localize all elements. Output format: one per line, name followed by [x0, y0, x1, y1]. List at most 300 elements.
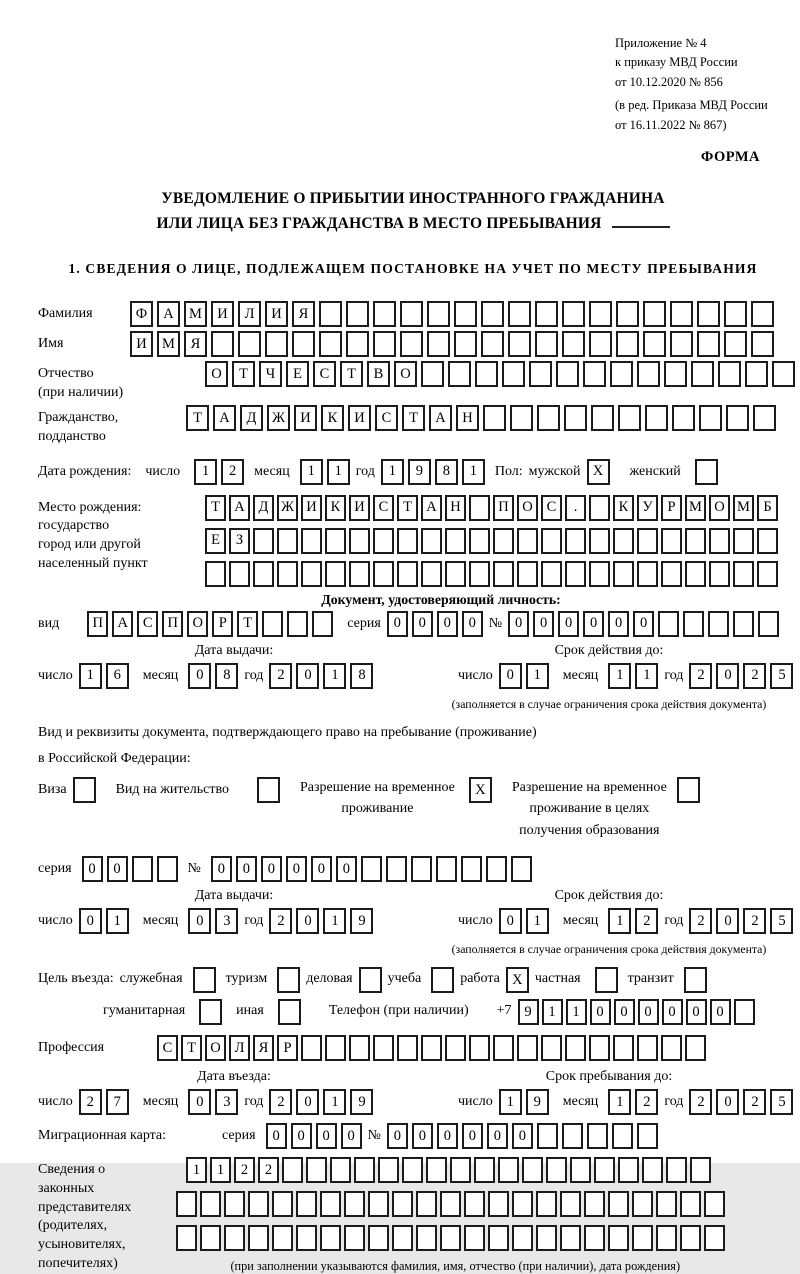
char-box[interactable]: 2 — [635, 1089, 658, 1115]
char-box[interactable]: 1 — [323, 908, 346, 934]
char-box[interactable]: Т — [205, 495, 226, 521]
char-box[interactable] — [637, 528, 658, 554]
citizenship-input[interactable] — [186, 405, 776, 431]
char-box[interactable]: 0 — [508, 611, 529, 637]
char-box[interactable]: Д — [253, 495, 274, 521]
char-box[interactable] — [595, 967, 618, 993]
char-box[interactable]: Т — [340, 361, 363, 387]
doc-issue-year-input[interactable] — [269, 663, 373, 689]
char-box[interactable] — [608, 1191, 629, 1217]
char-box[interactable]: 0 — [638, 999, 659, 1025]
char-box[interactable] — [591, 405, 614, 431]
char-box[interactable] — [488, 1225, 509, 1251]
char-box[interactable] — [632, 1225, 653, 1251]
char-box[interactable]: О — [187, 611, 208, 637]
char-box[interactable]: Т — [186, 405, 209, 431]
legal-rep-line3-input[interactable] — [176, 1225, 725, 1251]
char-box[interactable]: 0 — [82, 856, 103, 882]
doc-kind-input[interactable] — [87, 611, 333, 637]
char-box[interactable] — [726, 405, 749, 431]
char-box[interactable]: 2 — [221, 459, 244, 485]
char-box[interactable]: 1 — [542, 999, 563, 1025]
char-box[interactable] — [344, 1191, 365, 1217]
char-box[interactable]: Н — [445, 495, 466, 521]
char-box[interactable]: 0 — [211, 856, 232, 882]
char-box[interactable] — [637, 1035, 658, 1061]
char-box[interactable] — [488, 1191, 509, 1217]
char-box[interactable] — [565, 528, 586, 554]
char-box[interactable]: Л — [238, 301, 261, 327]
char-box[interactable] — [753, 405, 776, 431]
char-box[interactable]: 1 — [323, 663, 346, 689]
char-box[interactable] — [253, 528, 274, 554]
char-box[interactable]: 0 — [462, 1123, 483, 1149]
char-box[interactable]: 1 — [499, 1089, 522, 1115]
char-box[interactable]: 0 — [462, 611, 483, 637]
char-box[interactable]: 2 — [689, 663, 712, 689]
char-box[interactable] — [248, 1225, 269, 1251]
char-box[interactable] — [612, 1123, 633, 1149]
char-box[interactable]: К — [321, 405, 344, 431]
char-box[interactable] — [535, 301, 558, 327]
char-box[interactable]: 0 — [311, 856, 332, 882]
char-box[interactable]: 0 — [608, 611, 629, 637]
doc-expiry-month-input[interactable] — [608, 663, 658, 689]
char-box[interactable]: 0 — [412, 1123, 433, 1149]
char-box[interactable] — [278, 999, 301, 1025]
char-box[interactable]: 9 — [518, 999, 539, 1025]
char-box[interactable]: 0 — [387, 611, 408, 637]
char-box[interactable]: А — [157, 301, 180, 327]
char-box[interactable] — [176, 1191, 197, 1217]
char-box[interactable] — [517, 561, 538, 587]
char-box[interactable]: О — [205, 361, 228, 387]
char-box[interactable] — [211, 331, 234, 357]
doc-issue-month-input[interactable] — [188, 663, 238, 689]
char-box[interactable] — [445, 528, 466, 554]
char-box[interactable] — [618, 1157, 639, 1183]
char-box[interactable]: 0 — [296, 1089, 319, 1115]
char-box[interactable] — [440, 1191, 461, 1217]
patronymic-input[interactable] — [205, 361, 795, 387]
char-box[interactable] — [287, 611, 308, 637]
char-box[interactable]: 1 — [186, 1157, 207, 1183]
residence-expiry-day-input[interactable] — [499, 908, 549, 934]
char-box[interactable]: 0 — [662, 999, 683, 1025]
char-box[interactable] — [411, 856, 432, 882]
char-box[interactable]: А — [229, 495, 250, 521]
char-box[interactable] — [661, 561, 682, 587]
char-box[interactable] — [373, 561, 394, 587]
char-box[interactable] — [421, 361, 444, 387]
char-box[interactable] — [257, 777, 280, 803]
residence-permit-checkbox[interactable] — [257, 777, 280, 803]
char-box[interactable] — [373, 331, 396, 357]
char-box[interactable] — [157, 856, 178, 882]
firstname-input[interactable] — [130, 331, 774, 357]
char-box[interactable]: К — [613, 495, 634, 521]
char-box[interactable]: 0 — [558, 611, 579, 637]
char-box[interactable] — [200, 1225, 221, 1251]
char-box[interactable] — [475, 361, 498, 387]
char-box[interactable] — [643, 331, 666, 357]
char-box[interactable] — [464, 1225, 485, 1251]
char-box[interactable]: Т — [402, 405, 425, 431]
char-box[interactable]: М — [733, 495, 754, 521]
char-box[interactable]: И — [211, 301, 234, 327]
char-box[interactable] — [541, 528, 562, 554]
char-box[interactable]: В — [367, 361, 390, 387]
char-box[interactable]: Д — [240, 405, 263, 431]
char-box[interactable] — [562, 331, 585, 357]
char-box[interactable] — [560, 1191, 581, 1217]
char-box[interactable] — [718, 361, 741, 387]
doc-expiry-day-input[interactable] — [499, 663, 549, 689]
char-box[interactable] — [584, 1191, 605, 1217]
char-box[interactable] — [610, 361, 633, 387]
char-box[interactable]: 2 — [689, 908, 712, 934]
char-box[interactable] — [589, 528, 610, 554]
char-box[interactable] — [450, 1157, 471, 1183]
birth-place-line3-input[interactable] — [205, 561, 778, 587]
char-box[interactable] — [613, 561, 634, 587]
char-box[interactable] — [301, 561, 322, 587]
char-box[interactable] — [378, 1157, 399, 1183]
char-box[interactable] — [292, 331, 315, 357]
char-box[interactable] — [427, 331, 450, 357]
entry-day-input[interactable] — [79, 1089, 129, 1115]
char-box[interactable]: Р — [661, 495, 682, 521]
char-box[interactable] — [319, 301, 342, 327]
char-box[interactable] — [697, 331, 720, 357]
purpose-business-checkbox[interactable] — [359, 967, 382, 993]
char-box[interactable] — [656, 1225, 677, 1251]
char-box[interactable]: Я — [184, 331, 207, 357]
char-box[interactable] — [724, 331, 747, 357]
doc-series-input[interactable] — [387, 611, 483, 637]
phone-input[interactable] — [518, 999, 755, 1025]
char-box[interactable] — [656, 1191, 677, 1217]
char-box[interactable] — [589, 495, 610, 521]
profession-input[interactable] — [157, 1035, 706, 1061]
char-box[interactable] — [589, 331, 612, 357]
char-box[interactable]: 0 — [412, 611, 433, 637]
char-box[interactable]: А — [421, 495, 442, 521]
char-box[interactable] — [469, 1035, 490, 1061]
char-box[interactable] — [200, 1191, 221, 1217]
char-box[interactable]: С — [375, 405, 398, 431]
char-box[interactable] — [493, 528, 514, 554]
migration-number-input[interactable] — [387, 1123, 658, 1149]
char-box[interactable] — [272, 1225, 293, 1251]
sex-male-checkbox[interactable] — [587, 459, 610, 485]
char-box[interactable]: 2 — [743, 663, 766, 689]
char-box[interactable] — [709, 561, 730, 587]
residence-issue-year-input[interactable] — [269, 908, 373, 934]
sex-female-checkbox[interactable] — [695, 459, 718, 485]
char-box[interactable] — [248, 1191, 269, 1217]
char-box[interactable]: М — [184, 301, 207, 327]
char-box[interactable] — [265, 331, 288, 357]
char-box[interactable] — [690, 1157, 711, 1183]
char-box[interactable] — [498, 1157, 519, 1183]
char-box[interactable] — [594, 1157, 615, 1183]
char-box[interactable]: 0 — [716, 663, 739, 689]
char-box[interactable] — [642, 1157, 663, 1183]
char-box[interactable] — [733, 561, 754, 587]
char-box[interactable] — [517, 1035, 538, 1061]
char-box[interactable]: О — [709, 495, 730, 521]
char-box[interactable] — [354, 1157, 375, 1183]
char-box[interactable] — [616, 301, 639, 327]
birth-place-line2-input[interactable] — [205, 528, 778, 554]
char-box[interactable] — [512, 1225, 533, 1251]
char-box[interactable] — [541, 561, 562, 587]
char-box[interactable] — [704, 1225, 725, 1251]
char-box[interactable] — [704, 1191, 725, 1217]
char-box[interactable]: 1 — [608, 908, 631, 934]
char-box[interactable]: И — [349, 495, 370, 521]
char-box[interactable]: 0 — [188, 663, 211, 689]
char-box[interactable] — [537, 405, 560, 431]
char-box[interactable] — [277, 967, 300, 993]
char-box[interactable] — [637, 561, 658, 587]
char-box[interactable] — [397, 561, 418, 587]
char-box[interactable]: 2 — [689, 1089, 712, 1115]
char-box[interactable] — [346, 331, 369, 357]
char-box[interactable] — [445, 561, 466, 587]
char-box[interactable] — [680, 1191, 701, 1217]
char-box[interactable] — [481, 301, 504, 327]
char-box[interactable]: 2 — [635, 908, 658, 934]
char-box[interactable] — [421, 1035, 442, 1061]
char-box[interactable] — [565, 561, 586, 587]
char-box[interactable] — [751, 301, 774, 327]
char-box[interactable] — [684, 967, 707, 993]
doc-issue-day-input[interactable] — [79, 663, 129, 689]
char-box[interactable]: 0 — [188, 1089, 211, 1115]
char-box[interactable] — [426, 1157, 447, 1183]
char-box[interactable] — [361, 856, 382, 882]
char-box[interactable]: 0 — [261, 856, 282, 882]
purpose-transit-checkbox[interactable] — [684, 967, 707, 993]
char-box[interactable] — [320, 1191, 341, 1217]
char-box[interactable]: 0 — [316, 1123, 337, 1149]
char-box[interactable] — [176, 1225, 197, 1251]
char-box[interactable] — [296, 1191, 317, 1217]
char-box[interactable] — [469, 561, 490, 587]
char-box[interactable]: С — [541, 495, 562, 521]
char-box[interactable]: 0 — [590, 999, 611, 1025]
char-box[interactable]: М — [685, 495, 706, 521]
char-box[interactable]: 1 — [194, 459, 217, 485]
char-box[interactable] — [431, 967, 454, 993]
char-box[interactable]: 0 — [236, 856, 257, 882]
char-box[interactable]: 9 — [350, 1089, 373, 1115]
char-box[interactable]: 0 — [286, 856, 307, 882]
char-box[interactable] — [511, 856, 532, 882]
char-box[interactable] — [205, 561, 226, 587]
char-box[interactable]: 9 — [408, 459, 431, 485]
char-box[interactable]: 0 — [716, 1089, 739, 1115]
char-box[interactable] — [73, 777, 96, 803]
stay-day-input[interactable] — [499, 1089, 549, 1115]
char-box[interactable] — [344, 1225, 365, 1251]
char-box[interactable]: Е — [286, 361, 309, 387]
char-box[interactable]: 0 — [583, 611, 604, 637]
char-box[interactable] — [436, 856, 457, 882]
char-box[interactable] — [427, 301, 450, 327]
purpose-tourism-checkbox[interactable] — [277, 967, 300, 993]
purpose-other-checkbox[interactable] — [278, 999, 301, 1025]
char-box[interactable] — [392, 1225, 413, 1251]
char-box[interactable] — [616, 331, 639, 357]
char-box[interactable]: X — [587, 459, 610, 485]
char-box[interactable] — [645, 405, 668, 431]
char-box[interactable]: И — [348, 405, 371, 431]
char-box[interactable] — [392, 1191, 413, 1217]
char-box[interactable] — [224, 1225, 245, 1251]
char-box[interactable] — [570, 1157, 591, 1183]
char-box[interactable] — [661, 1035, 682, 1061]
char-box[interactable]: 0 — [512, 1123, 533, 1149]
char-box[interactable] — [708, 611, 729, 637]
char-box[interactable] — [493, 1035, 514, 1061]
char-box[interactable]: О — [205, 1035, 226, 1061]
char-box[interactable] — [368, 1225, 389, 1251]
char-box[interactable]: 0 — [437, 611, 458, 637]
char-box[interactable]: 0 — [79, 908, 102, 934]
char-box[interactable]: Т — [397, 495, 418, 521]
temp-residence-checkbox[interactable] — [469, 777, 492, 803]
char-box[interactable]: Ж — [267, 405, 290, 431]
char-box[interactable]: 1 — [323, 1089, 346, 1115]
char-box[interactable] — [658, 611, 679, 637]
char-box[interactable] — [368, 1191, 389, 1217]
char-box[interactable] — [493, 561, 514, 587]
legal-rep-line2-input[interactable] — [176, 1191, 725, 1217]
char-box[interactable] — [757, 528, 778, 554]
char-box[interactable] — [132, 856, 153, 882]
char-box[interactable] — [272, 1191, 293, 1217]
char-box[interactable] — [608, 1225, 629, 1251]
char-box[interactable] — [745, 361, 768, 387]
char-box[interactable] — [461, 856, 482, 882]
char-box[interactable]: О — [394, 361, 417, 387]
char-box[interactable]: И — [301, 495, 322, 521]
char-box[interactable]: Е — [205, 528, 226, 554]
residence-issue-month-input[interactable] — [188, 908, 238, 934]
char-box[interactable]: Б — [757, 495, 778, 521]
residence-series-input[interactable] — [82, 856, 178, 882]
birth-place-line1-input[interactable] — [205, 495, 778, 521]
char-box[interactable] — [565, 1035, 586, 1061]
char-box[interactable]: . — [565, 495, 586, 521]
char-box[interactable]: К — [325, 495, 346, 521]
char-box[interactable] — [757, 561, 778, 587]
char-box[interactable]: Р — [212, 611, 233, 637]
char-box[interactable] — [589, 1035, 610, 1061]
char-box[interactable]: 8 — [350, 663, 373, 689]
char-box[interactable]: 0 — [499, 908, 522, 934]
char-box[interactable]: 1 — [210, 1157, 231, 1183]
char-box[interactable]: С — [373, 495, 394, 521]
char-box[interactable]: З — [229, 528, 250, 554]
char-box[interactable]: 5 — [770, 908, 793, 934]
char-box[interactable] — [386, 856, 407, 882]
char-box[interactable] — [277, 528, 298, 554]
char-box[interactable] — [695, 459, 718, 485]
char-box[interactable] — [454, 301, 477, 327]
char-box[interactable]: 2 — [269, 1089, 292, 1115]
char-box[interactable] — [613, 1035, 634, 1061]
char-box[interactable]: И — [130, 331, 153, 357]
char-box[interactable]: 1 — [106, 908, 129, 934]
char-box[interactable]: 1 — [381, 459, 404, 485]
char-box[interactable]: 1 — [526, 663, 549, 689]
char-box[interactable] — [587, 1123, 608, 1149]
char-box[interactable] — [510, 405, 533, 431]
char-box[interactable]: 6 — [106, 663, 129, 689]
char-box[interactable]: Р — [277, 1035, 298, 1061]
char-box[interactable]: 2 — [79, 1089, 102, 1115]
char-box[interactable] — [400, 301, 423, 327]
char-box[interactable] — [325, 528, 346, 554]
entry-month-input[interactable] — [188, 1089, 238, 1115]
residence-expiry-month-input[interactable] — [608, 908, 658, 934]
char-box[interactable] — [613, 528, 634, 554]
char-box[interactable] — [238, 331, 261, 357]
char-box[interactable] — [535, 331, 558, 357]
char-box[interactable]: 0 — [341, 1123, 362, 1149]
char-box[interactable] — [734, 999, 755, 1025]
char-box[interactable]: 2 — [258, 1157, 279, 1183]
char-box[interactable] — [277, 561, 298, 587]
birth-month-input[interactable] — [300, 459, 350, 485]
char-box[interactable] — [709, 528, 730, 554]
char-box[interactable] — [416, 1225, 437, 1251]
char-box[interactable] — [301, 528, 322, 554]
char-box[interactable] — [699, 405, 722, 431]
char-box[interactable] — [359, 967, 382, 993]
char-box[interactable] — [400, 331, 423, 357]
char-box[interactable] — [229, 561, 250, 587]
char-box[interactable] — [618, 405, 641, 431]
char-box[interactable] — [536, 1191, 557, 1217]
char-box[interactable] — [589, 301, 612, 327]
char-box[interactable] — [508, 331, 531, 357]
legal-rep-line1-input[interactable] — [186, 1157, 725, 1183]
char-box[interactable] — [512, 1191, 533, 1217]
char-box[interactable] — [772, 361, 795, 387]
stay-month-input[interactable] — [608, 1089, 658, 1115]
char-box[interactable] — [564, 405, 587, 431]
char-box[interactable] — [502, 361, 525, 387]
char-box[interactable] — [685, 1035, 706, 1061]
birth-day-input[interactable] — [194, 459, 244, 485]
char-box[interactable]: 1 — [462, 459, 485, 485]
char-box[interactable] — [421, 528, 442, 554]
char-box[interactable]: 0 — [716, 908, 739, 934]
char-box[interactable] — [685, 561, 706, 587]
char-box[interactable] — [589, 561, 610, 587]
char-box[interactable]: Т — [181, 1035, 202, 1061]
char-box[interactable] — [416, 1191, 437, 1217]
char-box[interactable] — [672, 405, 695, 431]
char-box[interactable] — [583, 361, 606, 387]
char-box[interactable]: Ж — [277, 495, 298, 521]
char-box[interactable] — [325, 1035, 346, 1061]
